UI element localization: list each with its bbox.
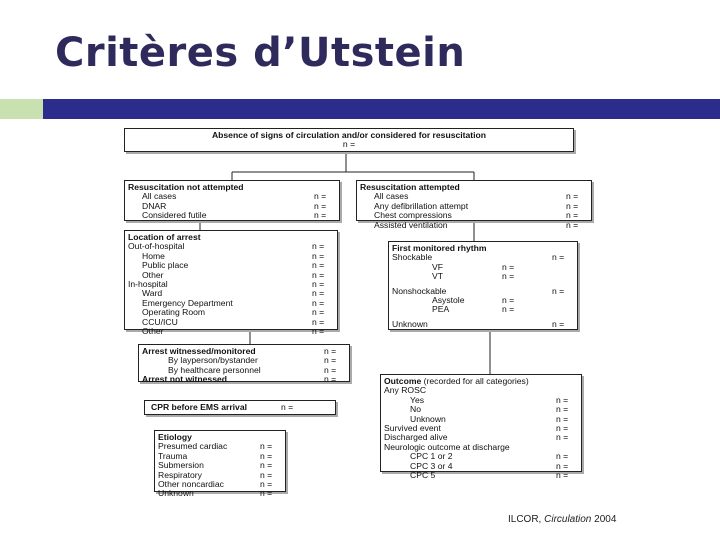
list-item: Asystole n =	[432, 295, 515, 306]
list-item: Other noncardiac n =	[158, 479, 273, 490]
list-item: By healthcare personnel n =	[168, 364, 337, 375]
list-item: Any defibrillation attempt n =	[374, 200, 579, 211]
list-item: All cases n =	[142, 191, 327, 202]
list-item: CPC 5 n =	[410, 470, 569, 481]
list-item: Public place n =	[142, 260, 325, 271]
list-item: No n =	[410, 404, 569, 415]
list-item: Operating Room n =	[142, 307, 325, 318]
box-resuscitation-not-attempted	[124, 180, 340, 221]
box-heading: Etiology	[158, 432, 192, 442]
title-underline-bar	[43, 99, 720, 119]
list-item: PEA n =	[432, 304, 515, 315]
utstein-flowchart	[110, 122, 610, 502]
list-item: Other n =	[142, 269, 325, 280]
box-absence-of-circulation	[124, 128, 574, 152]
list-item: Emergency Department n =	[142, 297, 325, 308]
list-item: Neurologic outcome at discharge	[384, 441, 510, 452]
list-item: DNAR n =	[142, 200, 327, 211]
list-item: Presumed cardiac n =	[158, 441, 273, 452]
list-item: VF n =	[432, 261, 515, 272]
slide-title: Critères d’Utstein	[55, 30, 466, 76]
list-item: Any ROSC	[384, 385, 427, 396]
list-item: Other n =	[142, 326, 325, 337]
list-item: Assisted ventilation n =	[374, 219, 579, 230]
list-item: Unknown n =	[158, 488, 273, 499]
list-item: Unknown n =	[392, 318, 565, 329]
box-arrest-witnessed	[138, 344, 350, 385]
box-resuscitation-attempted	[356, 180, 592, 230]
list-item: Shockable n =	[392, 252, 565, 263]
list-item: Survived event n =	[384, 423, 569, 434]
list-item: CPR before EMS arrival n =	[151, 402, 294, 412]
list-item: All cases n =	[374, 191, 579, 202]
list-item: Ward n =	[142, 288, 325, 299]
list-item: Nonshockable n =	[392, 285, 565, 296]
list-item: CPC 3 or 4 n =	[410, 460, 569, 471]
list-item: Unknown n =	[410, 413, 569, 424]
list-item: By layperson/bystander n =	[168, 355, 337, 366]
connector-top-split	[232, 152, 474, 180]
box-heading: Resuscitation attempted	[360, 182, 460, 192]
title-accent-block	[0, 99, 43, 119]
list-item: CPC 1 or 2 n =	[410, 451, 569, 462]
box-heading: Resuscitation not attempted	[128, 182, 244, 192]
list-item: Discharged alive n =	[384, 432, 569, 443]
list-item: In-hospital n =	[128, 279, 325, 290]
citation: ILCOR, Circulation 2004	[508, 514, 617, 525]
list-item: Home n =	[142, 250, 325, 261]
box-cpr-before-ems	[144, 400, 336, 415]
box-heading: Location of arrest	[128, 232, 201, 242]
box-location-of-arrest	[124, 230, 338, 337]
list-item: Respiratory n =	[158, 469, 273, 480]
box-heading: Absence of signs of circulation and/or considered for resuscitation	[211, 130, 487, 140]
list-item: Arrest witnessed/monitored n =	[142, 346, 337, 356]
box-outcome	[380, 374, 582, 481]
box-heading: First monitored rhythm	[392, 243, 487, 253]
list-item: Submersion n =	[158, 460, 273, 471]
list-item: Arrest not witnessed n =	[142, 374, 337, 385]
box-etiology	[154, 430, 286, 499]
list-item: Trauma n =	[158, 450, 273, 461]
list-item: Yes n =	[410, 394, 569, 405]
box-first-monitored-rhythm	[388, 241, 578, 330]
box-heading: Outcome (recorded for all categories)	[384, 376, 529, 386]
list-item: Chest compressions n =	[374, 210, 579, 221]
list-item: Out-of-hospital n =	[128, 241, 325, 252]
list-item: Considered futile n =	[142, 210, 327, 221]
box-count: n =	[342, 139, 356, 150]
list-item: VT n =	[432, 271, 515, 282]
list-item: CCU/ICU n =	[142, 316, 325, 327]
